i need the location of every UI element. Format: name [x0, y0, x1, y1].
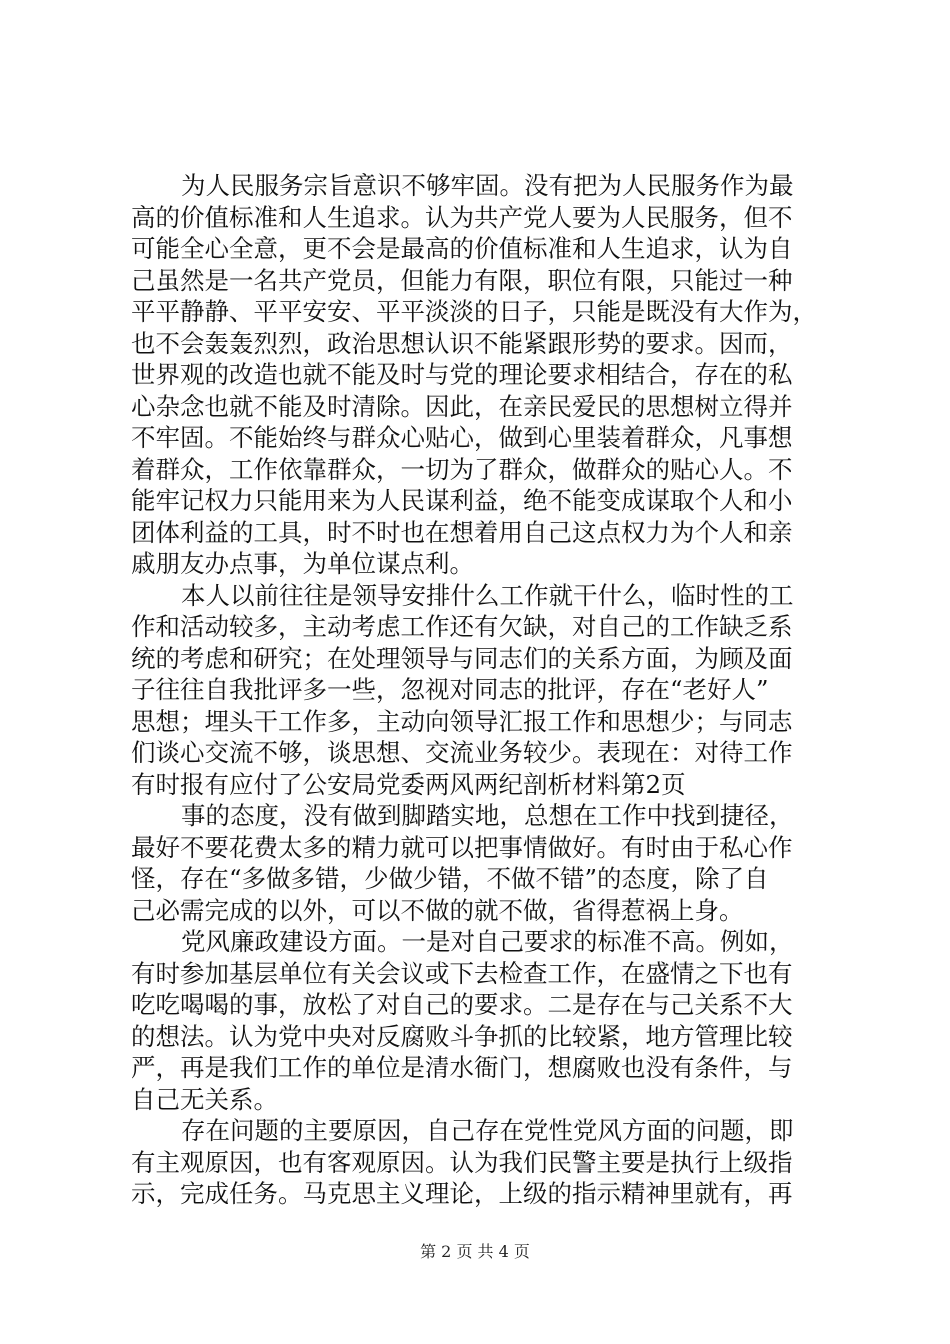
text-line: 吃吃喝喝的事，放松了对自己的要求。二是存在与己关系不大	[131, 990, 793, 1019]
text-line: 不牢固。不能始终与群众心贴心，做到心里装着群众，凡事想	[131, 423, 793, 452]
text-line: 着群众，工作依靠群众，一切为了群众，做群众的贴心人。不	[131, 454, 793, 484]
text-line: 最好不要花费太多的精力就可以把事情做好。有时由于私心作	[131, 832, 793, 862]
text-line: 本人以前往往是领导安排什么工作就干什么，临时性的工	[181, 580, 794, 610]
paragraph-2	[131, 580, 831, 801]
text-line: 们谈心交流不够，谈思想、交流业务较少。表现在：对待工作	[131, 738, 793, 767]
text-line: 事的态度，没有做到脚踏实地，总想在工作中找到捷径，	[181, 801, 794, 830]
text-line: 戚朋友办点事，为单位谋点利。	[131, 549, 474, 578]
text-line: 高的价值标准和人生追求。认为共产党人要为人民服务，但不	[131, 202, 793, 232]
text-line: 有时参加基层单位有关会议或下去检查工作，在盛情之下也有	[131, 958, 793, 988]
text-line: 也不会轰轰烈烈，政治思想认识不能紧跟形势的要求。因而，	[131, 328, 793, 358]
text-line: 团体利益的工具，时不时也在想着用自己这点权力为个人和亲	[131, 517, 793, 547]
text-line: 子往往自我批评多一些，忽视对同志的批评，存在“老好人”	[131, 675, 769, 704]
paragraph-3	[131, 800, 831, 926]
paragraph-4	[131, 926, 831, 1115]
text-line: 己虽然是一名共产党员，但能力有限，职位有限，只能过一种	[131, 265, 793, 295]
text-line: 心杂念也就不能及时清除。因此，在亲民爱民的思想树立得并	[131, 391, 793, 421]
text-line: 统的考虑和研究；在处理领导与同志们的关系方面，为顾及面	[131, 643, 793, 673]
text-line: 为人民服务宗旨意识不够牢固。没有把为人民服务作为最	[181, 171, 794, 200]
text-line: 存在问题的主要原因，自己存在党性党风方面的问题，即	[181, 1116, 794, 1145]
text-line: 世界观的改造也就不能及时与党的理论要求相结合，存在的私	[131, 360, 793, 389]
text-line: 有时报有应付了公安局党委两风两纪剖析材料第2页	[131, 769, 686, 799]
text-line: 严，再是我们工作的单位是清水衙门，想腐败也没有条件，与	[131, 1053, 793, 1082]
text-line: 思想；埋头干工作多，主动向领导汇报工作和思想少；与同志	[131, 706, 793, 736]
text-line: 可能全心全意，更不会是最高的价值标准和人生追求，认为自	[131, 234, 793, 263]
text-line: 能牢记权力只能用来为人民谋利益，绝不能变成谋取个人和小	[131, 486, 793, 515]
document-body	[131, 170, 831, 1210]
paragraph-1	[131, 170, 831, 580]
page-footer	[0, 1242, 950, 1262]
page-number-label: 第 2 页 共 4 页	[420, 1242, 530, 1261]
text-line: 党风廉政建设方面。一是对自己要求的标准不高。例如，	[181, 927, 794, 956]
text-line: 己必需完成的以外，可以不做的就不做，省得惹祸上身。	[131, 895, 744, 925]
paragraph-5	[131, 1115, 831, 1210]
text-line: 怪，存在“多做多错，少做少错，不做不错”的态度，除了自	[131, 864, 769, 893]
text-line: 有主观原因，也有客观原因。认为我们民警主要是执行上级指	[131, 1147, 793, 1177]
text-line: 自己无关系。	[131, 1084, 278, 1114]
text-line: 示，完成任务。马克思主义理论，上级的指示精神里就有，再	[131, 1179, 793, 1208]
text-line: 的想法。认为党中央对反腐败斗争抓的比较紧，地方管理比较	[131, 1021, 793, 1051]
text-line: 平平静静、平平安安、平平淡淡的日子，只能是既没有大作为，	[131, 297, 817, 326]
text-line: 作和活动较多，主动考虑工作还有欠缺，对自己的工作缺乏系	[131, 612, 793, 641]
